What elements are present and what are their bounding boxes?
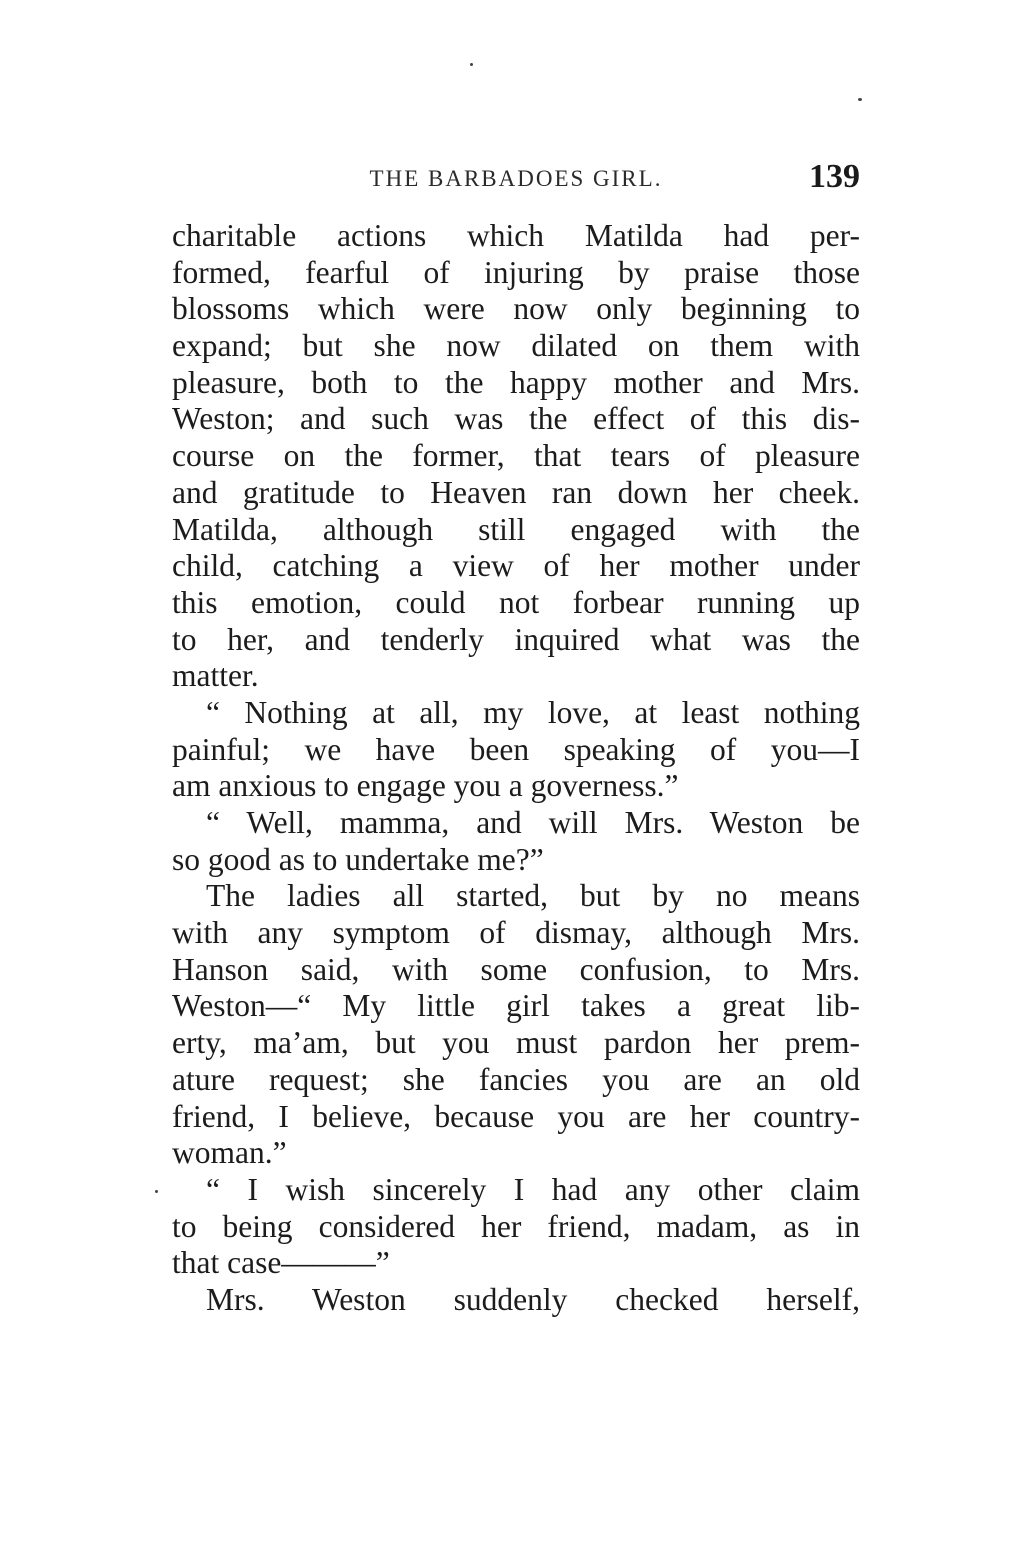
text-line: “ Well, mamma, and will Mrs. Weston be [206,805,860,840]
text-line: that case———” [172,1245,390,1281]
text-line: matter. [172,658,259,694]
text-line: to being considered her friend, madam, as in [172,1208,860,1244]
text-line: Weston—“ My little girl takes a great lib- [172,988,860,1024]
text-line: erty, ma’am, but you must pardon her prem- [172,1025,860,1061]
text-line: The ladies all started, but by no means [206,878,860,914]
text-line: friend, I believe, because you are her country- [172,1098,860,1134]
body-text [172,218,860,1319]
paper-speck [470,63,473,66]
text-line: course on the former, that tears of pleasure [172,438,860,474]
text-line: charitable actions which Matilda had per- [172,218,860,253]
text-line: so good as to undertake me?” [172,841,544,877]
text-line: and gratitude to Heaven ran down her cheek. [172,474,860,510]
text-line: Hanson said, with some confusion, to Mrs. [172,951,860,987]
text-line: child, catching a view of her mother under [172,548,860,584]
text-line: woman.” [172,1135,287,1171]
paper-speck [858,98,862,101]
text-line: blossoms which were now only beginning to [172,291,860,327]
text-line: “ Nothing at all, my love, at least nothing [206,694,860,730]
text-line: painful; we have been speaking of you—I [172,731,860,767]
running-head [172,158,860,198]
text-line: this emotion, could not forbear running up [172,584,860,620]
text-line: with any symptom of dismay, although Mrs. [172,915,860,951]
text-line: pleasure, both to the happy mother and Mrs. [172,364,860,400]
text-line: Matilda, although still engaged with the [172,511,860,547]
text-line: expand; but she now dilated on them with [172,328,860,364]
paper-speck [155,1190,158,1193]
text-line: “ I wish sincerely I had any other claim [206,1171,860,1207]
running-title: THE BARBADOES GIRL. [369,166,663,191]
text-line: am anxious to engage you a governess.” [172,768,679,804]
text-line: Mrs. Weston suddenly checked herself, [206,1281,860,1317]
text-line: to her, and tenderly inquired what was the [172,621,860,657]
page-number: 139 [809,158,860,195]
text-line: formed, fearful of injuring by praise those [172,254,860,290]
text-line: Weston; and such was the effect of this dis- [172,401,860,437]
text-line: ature request; she fancies you are an old [172,1061,860,1097]
